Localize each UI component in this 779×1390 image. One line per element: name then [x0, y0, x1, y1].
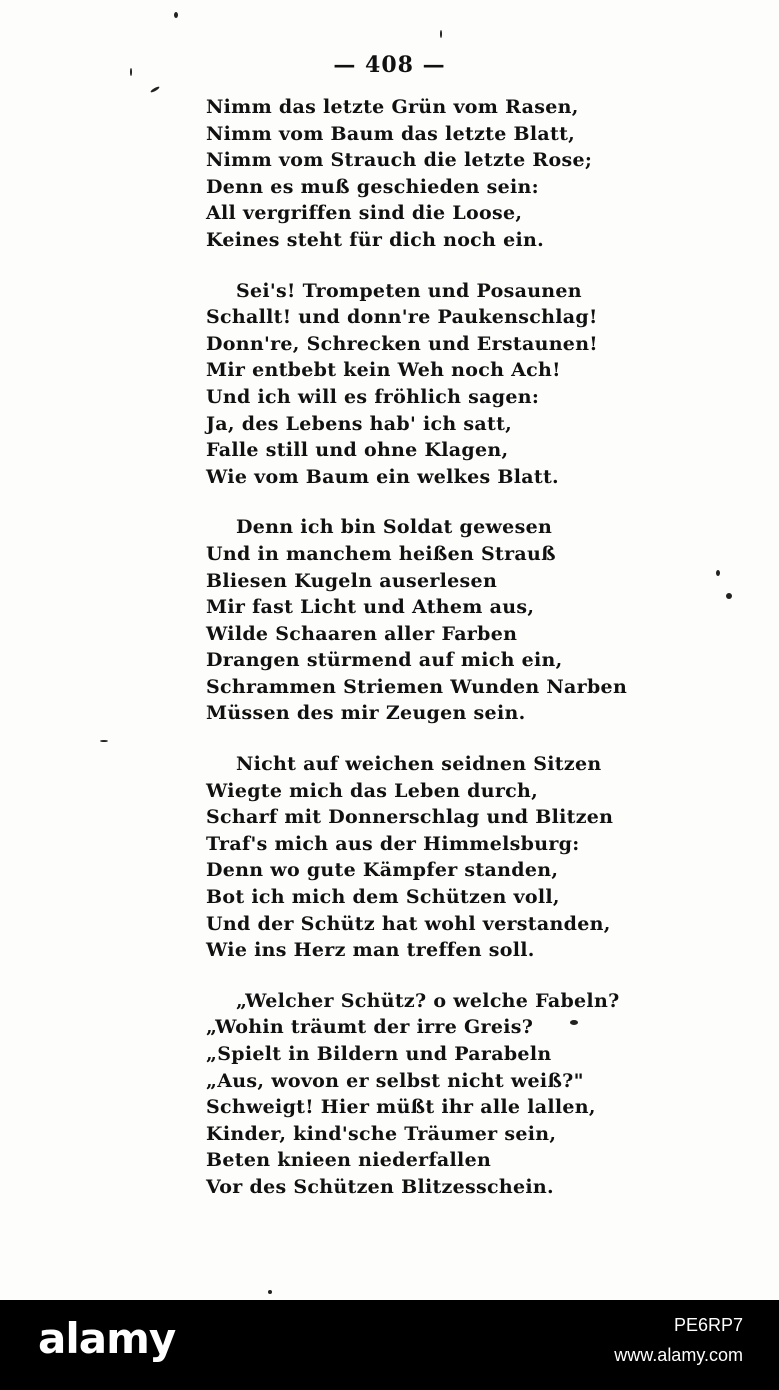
poem-line: Keines steht für dich noch ein. [206, 228, 545, 251]
poem-line: All vergriffen sind die Loose, [206, 202, 523, 225]
poem-line: Mir fast Licht und Athem aus, [206, 596, 535, 619]
poem-line: „Wohin träumt der irre Greis? [206, 1016, 534, 1039]
poem-line: „Welcher Schütz? o welche Fabeln? [236, 989, 620, 1012]
scan-speck [570, 1020, 578, 1025]
poem-line: „Spielt in Bildern und Parabeln [206, 1043, 552, 1065]
poem-line: Scharf mit Donnerschlag und Blitzen [206, 806, 614, 829]
poem-line: Wie vom Baum ein welkes Blatt. [206, 465, 559, 488]
poem-line: Und ich will es fröhlich sagen: [206, 385, 540, 408]
poem-line: „Aus, wovon er selbst nicht weiß?" [206, 1069, 584, 1092]
poem-line: Schweigt! Hier müßt ihr alle lallen, [206, 1096, 596, 1119]
poem-line: Vor des Schützen Blitzesschein. [206, 1175, 554, 1198]
scan-speck [440, 30, 442, 38]
poem-line: Schallt! und donn're Paukenschlag! [206, 306, 598, 329]
scan-speck [716, 570, 720, 576]
watermark-site: www.alamy.com [614, 1345, 743, 1365]
poem-line: Nimm vom Baum das letzte Blatt, [206, 122, 576, 145]
poem-line: Mir entbebt kein Weh noch Ach! [206, 359, 561, 382]
scan-speck [130, 68, 132, 76]
page-number: — 408 — [333, 52, 446, 78]
poem-line: Wilde Schaaren aller Farben [206, 622, 518, 645]
stanza-1 [206, 94, 606, 254]
image-code: PE6RP7 [673, 1315, 743, 1335]
poem-line: Wie ins Herz man treffen soll. [206, 939, 535, 962]
poem-line: Kinder, kind'sche Träumer sein, [206, 1122, 557, 1145]
alamy-logo: alamy [38, 1314, 176, 1363]
stanza-4 [206, 751, 614, 964]
poem-line: Sei's! Trompeten und Posaunen [236, 279, 582, 302]
scan-speck [726, 593, 732, 599]
scan-speck [268, 1290, 272, 1294]
poem-line: Bliesen Kugeln auserlesen [206, 569, 498, 592]
scan-speck [150, 86, 160, 94]
poem-line: Ja, des Lebens hab' ich satt, [206, 412, 513, 435]
poem-line: Donn're, Schrecken und Erstaunen! [206, 332, 598, 355]
poem-line: Müssen des mir Zeugen sein. [206, 702, 526, 725]
poem-line: Nimm vom Strauch die letzte Rose; [206, 149, 593, 172]
poem-line: Bot ich mich dem Schützen voll, [206, 886, 560, 909]
poem-line: Und der Schütz hat wohl verstanden, [206, 912, 611, 935]
stanza-5 [206, 988, 620, 1201]
poem-line: Drangen stürmend auf mich ein, [206, 649, 563, 672]
poem-line: Nicht auf weichen seidnen Sitzen [236, 753, 602, 776]
poem-line: Denn wo gute Kämpfer standen, [206, 859, 559, 882]
poem-line: Denn ich bin Soldat gewesen [236, 516, 553, 539]
stanza-3 [206, 514, 628, 727]
stanza-2 [206, 278, 606, 491]
poem-line: Nimm das letzte Grün vom Rasen, [206, 96, 579, 118]
poem-line: Denn es muß geschieden sein: [206, 175, 539, 198]
scan-speck [174, 12, 178, 18]
poem-line: Beten knieen niederfallen [206, 1149, 492, 1172]
poem-line: Traf's mich aus der Himmelsburg: [206, 832, 580, 855]
poem-line: Falle still und ohne Klagen, [206, 439, 509, 462]
poem [206, 94, 628, 1225]
poem-line: Schrammen Striemen Wunden Narben [206, 675, 628, 698]
scan-speck [100, 740, 108, 742]
poem-line: Und in manchem heißen Strauß [206, 542, 556, 565]
poem-line: Wiegte mich das Leben durch, [206, 779, 539, 802]
